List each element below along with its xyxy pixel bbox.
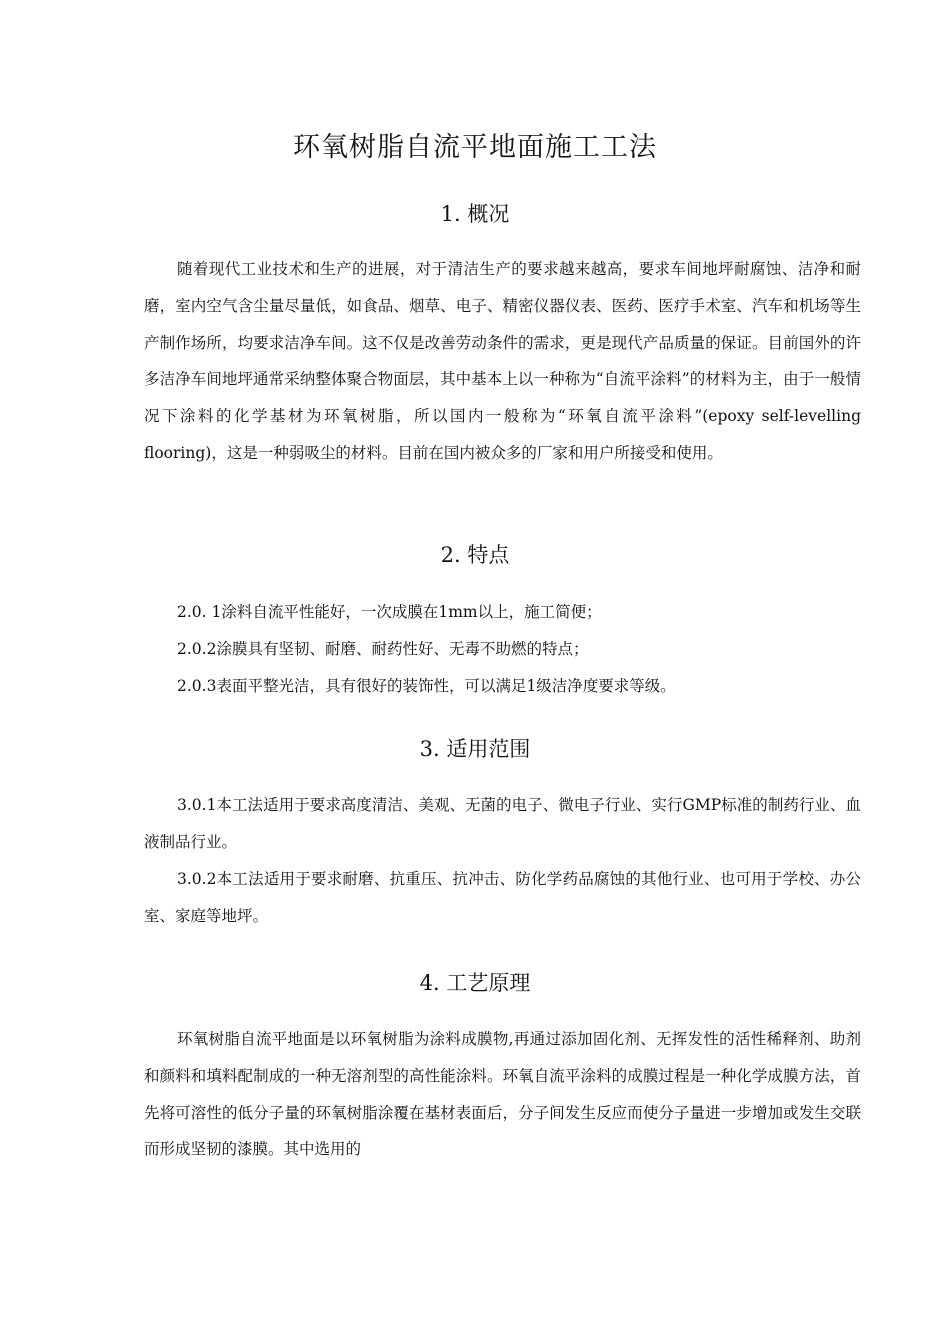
paragraph-scope-2: 3.0.2本工法适用于要求耐磨、抗重压、抗冲击、防化学药品腐蚀的其他行业、也可用于学校、办公室、家庭等地坪。 [144,870,861,925]
section-heading-scope: 3. 适用范围 [419,737,531,761]
section-heading-overview: 1. 概况 [440,202,510,226]
paragraph-overview: 随着现代工业技术和生产的进展，对于清洁生产的要求越来越高，要求车间地坪耐腐蚀、洁净和耐磨，室内空气含尘量尽量低，如食品、烟草、电子、精密仪器仪表、医药、医疗手术室、汽车和机场等生产制作场所，均要求洁净车间。这不仅是改善劳动条件的需求，更是现代产品质量的保证。目前国外的许多洁净车间地坪通常采纳整体聚合物面层，其中基本上以一种称为“自流平涂料”的材料为主，由于一般情况下涂料的化学基材为环氧树脂，所以国内一般称为“环氧自流平涂料”(epoxy self-levelling flooring)，这是一种弱吸尘的材料。目前在国内被众多的厂家和用户所接受和使用。 [144,260,861,462]
section-heading-principle: 4. 工艺原理 [419,971,531,995]
section-heading-features: 2. 特点 [440,543,510,567]
paragraph-principle: 环氧树脂自流平地面是以环氧树脂为涂料成膜物,再通过添加固化剂、无挥发性的活性稀释剂、助剂和颜料和填料配制成的一种无溶剂型的高性能涂料。环氧自流平涂料的成膜过程是一种化学成膜方法，首先将可溶性的低分子量的环氧树脂涂覆在基材表面后，分子间发生反应而使分子量进一步增加或发生交联而形成坚韧的漆膜。其中选用的 [144,1030,861,1159]
paragraph-scope-1: 3.0.1本工法适用于要求高度清洁、美观、无菌的电子、微电子行业、实行GMP标准的制药行业、血液制品行业。 [144,796,861,851]
feature-item: 2.0.3表面平整光洁，具有很好的装饰性，可以满足1级洁净度要求等级。 [177,677,676,695]
document-title: 环氧树脂自流平地面施工工法 [293,132,657,163]
feature-item: 2.0.2涂膜具有坚韧、耐磨、耐药性好、无毒不助燃的特点； [177,640,589,658]
feature-item: 2.0. 1涂料自流平性能好，一次成膜在1mm以上，施工简便； [177,603,602,621]
